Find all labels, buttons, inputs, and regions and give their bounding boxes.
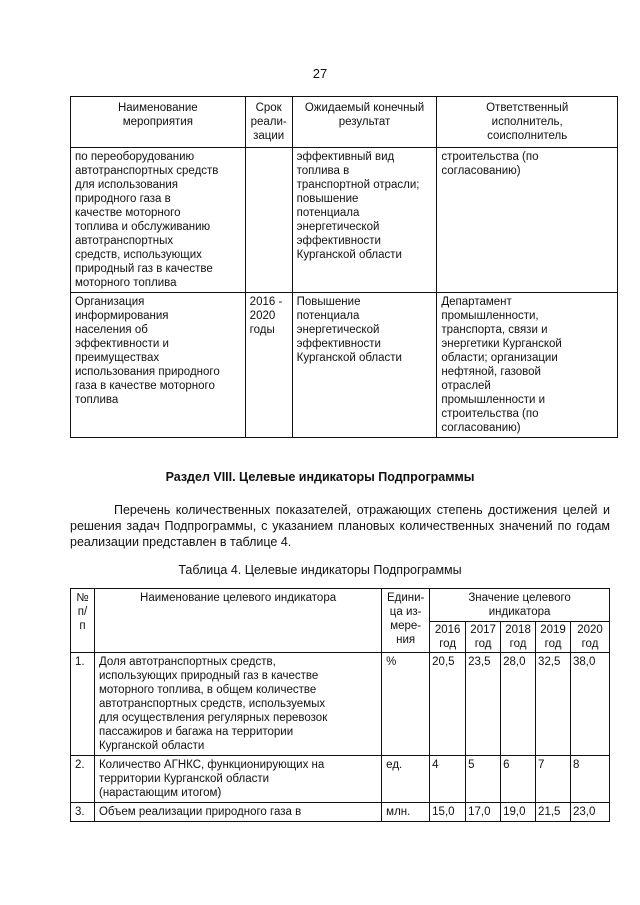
indicator-value: 20,5: [430, 653, 466, 756]
indicator-value: 38,0: [571, 653, 610, 756]
indicator-value: 7: [536, 756, 571, 803]
activity-term: [245, 148, 292, 293]
indicator-value: 23,0: [571, 803, 610, 822]
header-unit: Едини- ца из- мере- ния: [382, 589, 430, 653]
indicator-value: 15,0: [430, 803, 466, 822]
activity-result: Повышение потенциала энергетической эффективности Курганской области: [292, 293, 437, 438]
indicator-value: 32,5: [536, 653, 571, 756]
indicator-number: 1.: [71, 653, 95, 756]
table-row: [71, 756, 610, 803]
indicators-table: [70, 588, 610, 822]
indicator-value: 4: [430, 756, 466, 803]
indicator-number: 3.: [71, 803, 95, 822]
header-year: 2018 год: [501, 622, 536, 653]
header-activity-name: Наименование мероприятия: [71, 97, 246, 148]
indicator-value: 28,0: [501, 653, 536, 756]
activity-term: 2016 - 2020 годы: [245, 293, 292, 438]
header-target-values: Значение целевого индикатора: [430, 589, 610, 622]
indicator-value: 21,5: [536, 803, 571, 822]
intro-paragraph: Перечень количественных показателей, отражающих степень достижения целей и решения задач Подпрограммы, с указанием плановых количественных значений по годам реализации представлен в таблице 4.: [70, 503, 610, 549]
header-responsible: Ответственный исполнитель, соисполнитель: [437, 97, 618, 148]
activity-result: эффективный вид топлива в транспортной отрасли; повышение потенциала энергетической эффективности Курганской области: [292, 148, 437, 293]
header-term: Срок реали- зации: [245, 97, 292, 148]
header-expected-result: Ожидаемый конечный результат: [292, 97, 437, 148]
indicator-value: 5: [466, 756, 501, 803]
indicator-number: 2.: [71, 756, 95, 803]
activities-header-row: [71, 97, 618, 148]
header-number: № п/п: [71, 589, 95, 653]
header-year: 2019 год: [536, 622, 571, 653]
indicator-name: Объем реализации природного газа в: [94, 803, 381, 822]
indicator-unit: ед.: [382, 756, 430, 803]
indicator-name: Количество АГНКС, функционирующих на территории Курганской области (нарастающим итогом): [94, 756, 381, 803]
indicator-value: 6: [501, 756, 536, 803]
header-indicator-name: Наименование целевого индикатора: [94, 589, 381, 653]
indicator-name: Доля автотранспортных средств, использующих природный газ в качестве моторного топлива, в общем количестве автотранспортных средств, используемых для осуществления регулярных перевозок пассажиров и багажа на территории Курганской области: [94, 653, 381, 756]
indicators-header-row: [71, 589, 610, 622]
activity-responsible: Департамент промышленности, транспорта, связи и энергетики Курганской области; организации нефтяной, газовой отраслей промышленности и строительства (по согласованию): [437, 293, 618, 438]
table-row: [71, 293, 618, 438]
activities-table: [70, 96, 618, 438]
page-number: 27: [312, 66, 328, 81]
indicator-value: 23,5: [466, 653, 501, 756]
table-row: [71, 803, 610, 822]
section-heading: Раздел VIII. Целевые индикаторы Подпрограммы: [165, 470, 475, 484]
indicator-value: 17,0: [466, 803, 501, 822]
table-row: [71, 653, 610, 756]
indicator-value: 19,0: [501, 803, 536, 822]
activity-name: Организация информирования населения об эффективности и преимуществах использования природного газа в качестве моторного топлива: [71, 293, 246, 438]
header-year: 2020 год: [571, 622, 610, 653]
header-year: 2017 год: [466, 622, 501, 653]
indicator-unit: млн.: [382, 803, 430, 822]
indicator-unit: %: [382, 653, 430, 756]
activity-name: по переоборудованию автотранспортных средств для использования природного газа в качестве моторного топлива и обслуживанию автотранспортных средств, использующих природный газ в качестве моторного топлива: [71, 148, 246, 293]
table-caption: Таблица 4. Целевые индикаторы Подпрограммы: [178, 563, 462, 577]
indicator-value: 8: [571, 756, 610, 803]
activity-responsible: строительства (по согласованию): [437, 148, 618, 293]
header-year: 2016 год: [430, 622, 466, 653]
table-row: [71, 148, 618, 293]
